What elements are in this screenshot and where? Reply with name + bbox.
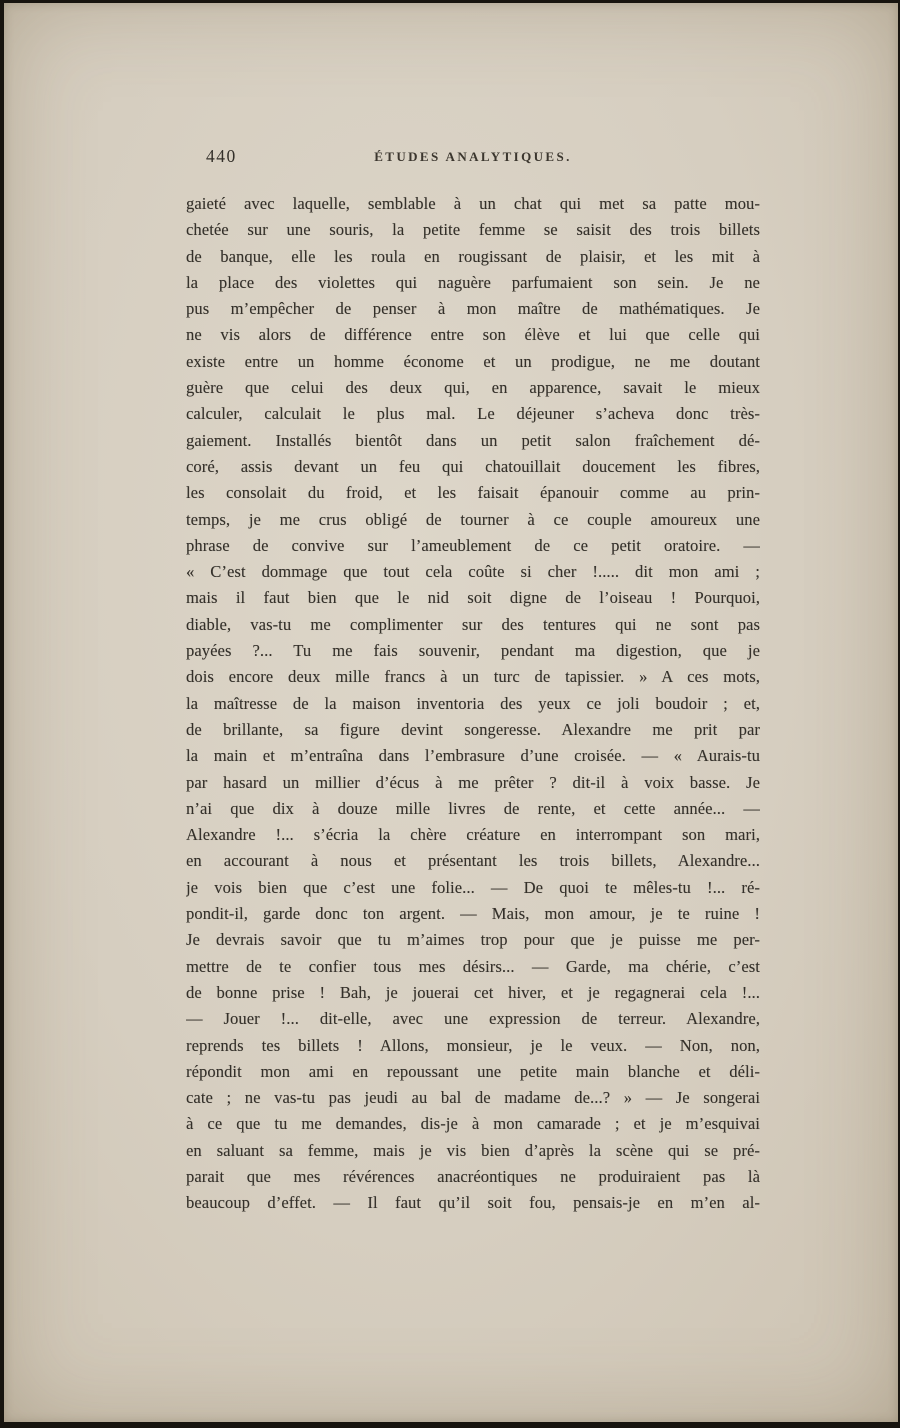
body-line: payées ?... Tu me fais souvenir, pendant ma digestion, que je <box>186 641 760 661</box>
body-line: beaucoup d’effet. — Il faut qu’il soit fou, pensais-je en m’en al- <box>186 1193 760 1213</box>
body-line: Alexandre !... s’écria la chère créature en interrompant son mari, <box>186 825 760 845</box>
body-line: phrase de convive sur l’ameublement de ce petit oratoire. — <box>186 535 760 555</box>
body-text <box>186 191 760 1217</box>
body-line: la place des violettes qui naguère parfumaient son sein. Je ne <box>186 272 760 292</box>
body-line: mettre de te confier tous mes désirs... — Garde, ma chérie, c’est <box>186 956 760 976</box>
body-line: guère que celui des deux qui, en apparence, savait le mieux <box>186 378 760 398</box>
body-line: reprends tes billets ! Allons, monsieur, je le veux. — Non, non, <box>186 1035 760 1055</box>
body-line: je vois bien que c’est une folie... — De quoi te mêles-tu !... ré- <box>186 877 760 897</box>
body-line: en accourant à nous et présentant les trois billets, Alexandre... <box>186 851 760 871</box>
body-line: diable, vas-tu me complimenter sur des tentures qui ne sont pas <box>186 614 760 634</box>
body-line: mais il faut bien que le nid soit digne de l’oiseau ! Pourquoi, <box>186 588 760 608</box>
body-line: — Jouer !... dit-elle, avec une expression de terreur. Alexandre, <box>186 1009 760 1029</box>
body-line: par hasard un millier d’écus à me prêter ? dit-il à voix basse. Je <box>186 772 760 792</box>
body-line: coré, assis devant un feu qui chatouillait doucement les fibres, <box>186 456 760 476</box>
body-line: chetée sur une souris, la petite femme se saisit des trois billets <box>186 220 760 240</box>
body-line: temps, je me crus obligé de tourner à ce couple amoureux une <box>186 509 760 529</box>
body-line: pus m’empêcher de penser à mon maître de mathématiques. Je <box>186 299 760 319</box>
body-line: gaiement. Installés bientôt dans un petit salon fraîchement dé- <box>186 430 760 450</box>
body-line: « C’est dommage que tout cela coûte si cher !..... dit mon ami ; <box>186 562 760 582</box>
body-line: ne vis alors de différence entre son élève et lui que celle qui <box>186 325 760 345</box>
body-line: en saluant sa femme, mais je vis bien d’après la scène qui se pré- <box>186 1140 760 1160</box>
body-line: calculer, calculait le plus mal. Le déjeuner s’acheva donc très- <box>186 404 760 424</box>
body-line: de brillante, sa figure devint songeresse. Alexandre me prit par <box>186 719 760 739</box>
body-line: la maîtresse de la maison inventoria des yeux ce joli boudoir ; et, <box>186 693 760 713</box>
page-number: 440 <box>206 146 237 166</box>
body-line: Je devrais savoir que tu m’aimes trop pour que je puisse me per- <box>186 930 760 950</box>
page-content <box>186 146 760 1217</box>
body-line: la main et m’entraîna dans l’embrasure d’une croisée. — « Aurais-tu <box>186 746 760 766</box>
running-title: ÉTUDES ANALYTIQUES. <box>374 149 572 164</box>
body-line: dois encore deux mille francs à un turc de tapissier. » A ces mots, <box>186 667 760 687</box>
page-header <box>186 146 760 174</box>
body-line: cate ; ne vas-tu pas jeudi au bal de madame de...? » — Je songerai <box>186 1088 760 1108</box>
body-line: existe entre un homme économe et un prodigue, ne me doutant <box>186 351 760 371</box>
body-line: pondit-il, garde donc ton argent. — Mais, mon amour, je te ruine ! <box>186 904 760 924</box>
body-line: gaieté avec laquelle, semblable à un chat qui met sa patte mou- <box>186 194 760 213</box>
body-line: à ce que tu me demandes, dis-je à mon camarade ; et je m’esquivai <box>186 1114 760 1134</box>
body-line: de bonne prise ! Bah, je jouerai cet hiver, et je regagnerai cela !... <box>186 982 760 1002</box>
body-line: de banque, elle les roula en rougissant de plaisir, et les mit à <box>186 246 760 266</box>
page <box>4 3 898 1422</box>
body-line: parait que mes révérences anacréontiques ne produiraient pas là <box>186 1166 760 1186</box>
body-line: n’ai que dix à douze mille livres de rente, et cette année... — <box>186 798 760 818</box>
body-line: répondit mon ami en repoussant une petite main blanche et déli- <box>186 1061 760 1081</box>
body-line: les consolait du froid, et les faisait épanouir comme au prin- <box>186 483 760 503</box>
